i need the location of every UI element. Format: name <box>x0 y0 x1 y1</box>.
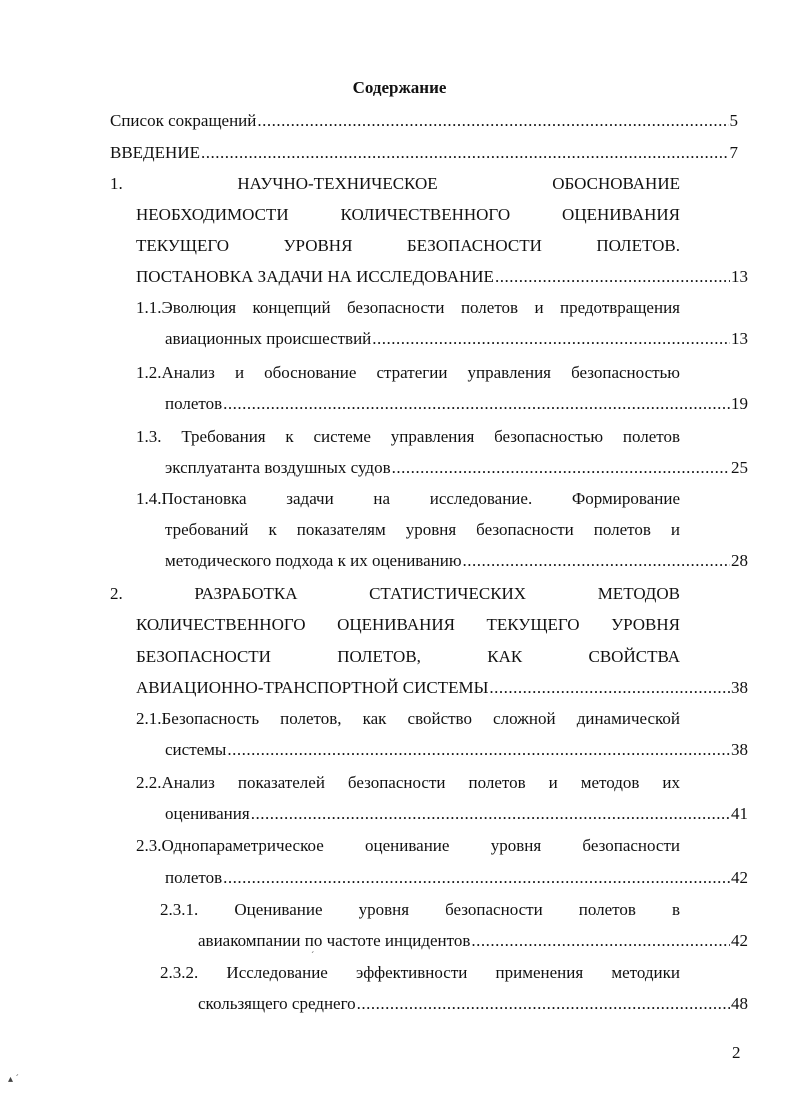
toc-entry-text: ПОСТАНОВКА ЗАДАЧИ НА ИССЛЕДОВАНИЕ <box>136 267 494 286</box>
toc-entry-text: полетов <box>165 394 223 413</box>
dot-leader <box>201 140 729 166</box>
toc-section-1-3-line-1: 1.3. Требования к системе управления безопасностью полетов <box>136 427 680 446</box>
toc-chapter-2-line-3: БЕЗОПАСНОСТИ ПОЛЕТОВ, КАК СВОЙСТВА <box>136 647 680 666</box>
toc-page-number: 28 <box>731 551 748 570</box>
toc-page-number: 38 <box>731 740 748 759</box>
toc-page-number: 38 <box>731 678 748 697</box>
toc-section-2-3-1-last-line <box>198 928 748 954</box>
dot-leader <box>257 108 728 134</box>
toc-entry-introduction <box>110 140 738 166</box>
toc-section-2-2-line-1: 2.2.Анализ показателей безопасности полетов и методов их <box>136 773 680 792</box>
toc-entry-text: АВИАЦИОННО-ТРАНСПОРТНОЙ СИСТЕМЫ <box>136 678 489 697</box>
page-title: Содержание <box>352 78 447 97</box>
toc-chapter-1-line-1: 1. НАУЧНО-ТЕХНИЧЕСКОЕ ОБОСНОВАНИЕ <box>110 174 680 193</box>
toc-entry-text: эксплуатанта воздушных судов <box>165 458 391 477</box>
toc-entry-abbreviations <box>110 108 738 134</box>
dot-leader <box>251 801 730 827</box>
toc-chapter-1-last-line <box>136 264 748 290</box>
toc-section-2-3-last-line <box>165 865 748 891</box>
toc-section-1-3-last-line <box>165 455 748 481</box>
dot-leader <box>223 391 730 417</box>
scan-speck: ˊ <box>311 951 315 962</box>
toc-section-1-4-last-line <box>165 548 748 574</box>
toc-section-2-3-2-last-line <box>198 991 748 1017</box>
toc-entry-text: системы <box>165 740 227 759</box>
toc-entry-text: оценивания <box>165 804 250 823</box>
toc-page-number: 48 <box>731 994 748 1013</box>
toc-section-1-1-last-line <box>165 326 748 352</box>
toc-page-number: 42 <box>731 868 748 887</box>
toc-section-2-1-line-1: 2.1.Безопасность полетов, как свойство сложной динамической <box>136 709 680 728</box>
toc-entry-text: полетов <box>165 868 223 887</box>
toc-section-2-3-2-line-1: 2.3.2. Исследование эффективности применения методики <box>160 963 680 982</box>
toc-entry-text: ВВЕДЕНИЕ <box>110 143 200 162</box>
toc-chapter-2-last-line <box>136 675 748 701</box>
toc-chapter-1-line-2: НЕОБХОДИМОСТИ КОЛИЧЕСТВЕННОГО ОЦЕНИВАНИЯ <box>136 205 680 224</box>
toc-entry-text: Список сокращений <box>110 111 257 130</box>
toc-page-number: 19 <box>731 394 748 413</box>
toc-page-number: 7 <box>729 143 738 162</box>
toc-page-number: 13 <box>731 267 748 286</box>
toc-page-number: 42 <box>731 931 748 950</box>
toc-section-1-4-line-1: 1.4.Постановка задачи на исследование. Формирование <box>136 489 680 508</box>
dot-leader <box>495 264 730 290</box>
toc-section-1-2-line-1: 1.2.Анализ и обоснование стратегии управления безопасностью <box>136 363 680 382</box>
page-number: 2 <box>732 1043 741 1062</box>
toc-section-1-2-last-line <box>165 391 748 417</box>
toc-entry-text: авиационных происшествий <box>165 329 372 348</box>
toc-entry-text: методического подхода к их оцениванию <box>165 551 462 570</box>
toc-section-1-1-line-1: 1.1.Эволюция концепций безопасности полетов и предотвращения <box>136 298 680 317</box>
toc-page-number: 13 <box>731 329 748 348</box>
toc-page-number: 25 <box>731 458 748 477</box>
dot-leader <box>489 675 730 701</box>
dot-leader <box>463 548 730 574</box>
dot-leader <box>372 326 730 352</box>
toc-entry-text: скользящего среднего <box>198 994 356 1013</box>
toc-page-number: 41 <box>731 804 748 823</box>
dot-leader <box>227 737 730 763</box>
toc-section-2-3-line-1: 2.3.Однопараметрическое оценивание уровня безопасности <box>136 836 680 855</box>
toc-section-2-3-1-line-1: 2.3.1. Оценивание уровня безопасности полетов в <box>160 900 680 919</box>
toc-chapter-2-line-2: КОЛИЧЕСТВЕННОГО ОЦЕНИВАНИЯ ТЕКУЩЕГО УРОВНЯ <box>136 615 680 634</box>
dot-leader <box>471 928 730 954</box>
toc-section-1-4-line-2: требований к показателям уровня безопасности полетов и <box>165 520 680 539</box>
toc-chapter-2-line-1: 2. РАЗРАБОТКА СТАТИСТИЧЕСКИХ МЕТОДОВ <box>110 584 680 603</box>
toc-page-number: 5 <box>729 111 738 130</box>
dot-leader <box>392 455 730 481</box>
toc-section-2-2-last-line <box>165 801 748 827</box>
toc-section-2-1-last-line <box>165 737 748 763</box>
toc-entry-text: авиакомпании по частоте инцидентов <box>198 931 471 950</box>
dot-leader <box>223 865 730 891</box>
toc-chapter-1-line-3: ТЕКУЩЕГО УРОВНЯ БЕЗОПАСНОСТИ ПОЛЕТОВ. <box>136 236 680 255</box>
dot-leader <box>357 991 730 1017</box>
scan-speck: ▴ ˊ <box>8 1074 19 1085</box>
